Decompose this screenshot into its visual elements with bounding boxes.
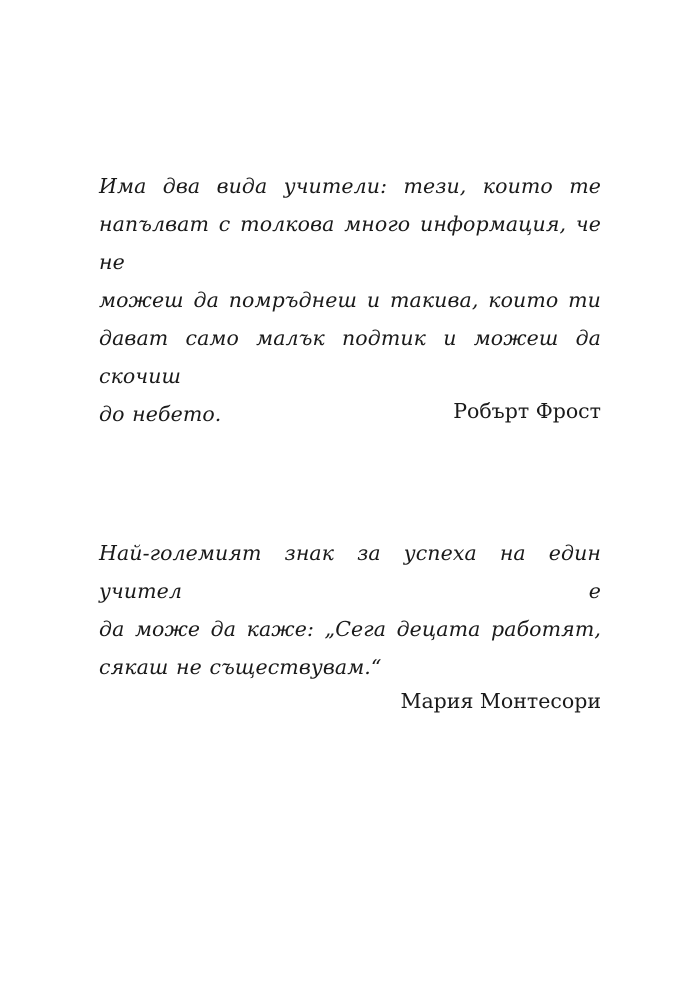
quote-line: Има два вида учители: тези, които те bbox=[99, 174, 601, 198]
quote-line: да може да каже: „Сега децата работят, bbox=[99, 617, 601, 641]
quote-author: Мария Монтесори bbox=[400, 689, 601, 713]
quote-line: сякаш не съществувам.“ bbox=[99, 655, 382, 679]
quote-line: Най-големият знак за успеха на един учител е bbox=[99, 541, 601, 603]
quote-line: напълват с толкова много информация, че не bbox=[99, 212, 601, 274]
quote-line: можеш да помръднеш и такива, които ти bbox=[99, 288, 601, 312]
quote-text bbox=[99, 167, 601, 433]
quote-text bbox=[99, 534, 601, 686]
quote-line: до небето. bbox=[99, 402, 222, 426]
quote-line: дават само малък подтик и можеш да скочиш bbox=[99, 326, 601, 388]
quote-author: Робърт Фрост bbox=[453, 399, 601, 423]
